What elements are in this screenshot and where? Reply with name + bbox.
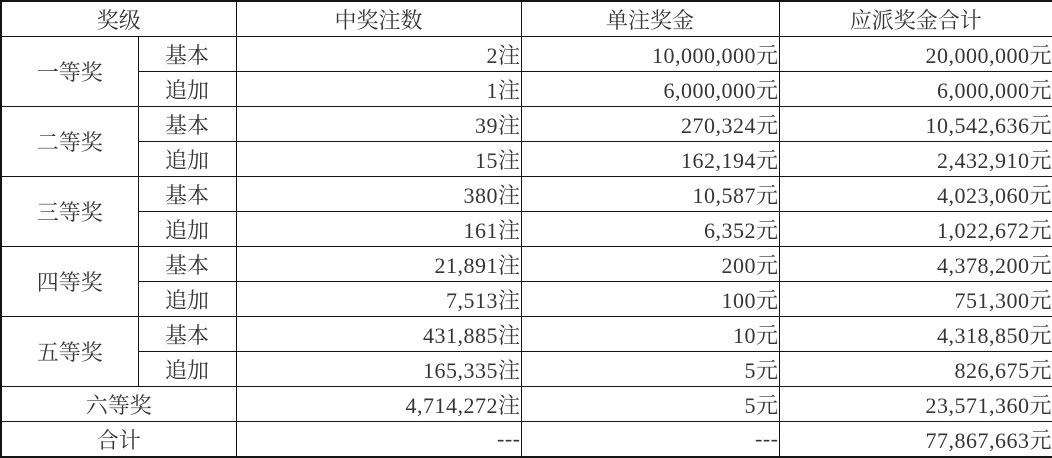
single-prize-cell: 10,587元	[521, 177, 779, 212]
total-payout-cell: 2,432,910元	[779, 142, 1052, 177]
single-prize-cell: 6,000,000元	[521, 72, 779, 107]
row-second-prize-basic	[1, 107, 1052, 142]
subtype-addon-cell: 追加	[138, 72, 236, 107]
total-label-cell: 合计	[1, 422, 236, 458]
single-prize-cell: 5元	[521, 352, 779, 387]
subtype-addon-cell: 追加	[138, 212, 236, 247]
count-cell: 165,335注	[236, 352, 521, 387]
single-prize-cell: 100元	[521, 282, 779, 317]
total-payout-cell: 10,542,636元	[779, 107, 1052, 142]
prize-level-cell: 五等奖	[1, 317, 138, 387]
single-prize-cell: 270,324元	[521, 107, 779, 142]
row-fourth-prize-addon	[1, 282, 1052, 317]
prize-level-cell: 六等奖	[1, 387, 236, 422]
single-prize-cell: 10,000,000元	[521, 37, 779, 72]
total-payout-cell: 6,000,000元	[779, 72, 1052, 107]
single-prize-cell: 162,194元	[521, 142, 779, 177]
subtype-addon-cell: 追加	[138, 142, 236, 177]
total-payout-cell: 826,675元	[779, 352, 1052, 387]
subtype-basic-cell: 基本	[138, 107, 236, 142]
count-cell: ---	[236, 422, 521, 458]
total-payout-cell: 20,000,000元	[779, 37, 1052, 72]
total-payout-cell: 77,867,663元	[779, 422, 1052, 458]
count-cell: 15注	[236, 142, 521, 177]
single-prize-cell: ---	[521, 422, 779, 458]
single-prize-cell: 200元	[521, 247, 779, 282]
row-third-prize-addon	[1, 212, 1052, 247]
total-payout-cell: 751,300元	[779, 282, 1052, 317]
subtype-basic-cell: 基本	[138, 317, 236, 352]
row-fourth-prize-basic	[1, 247, 1052, 282]
total-payout-cell: 4,378,200元	[779, 247, 1052, 282]
total-payout-cell: 4,023,060元	[779, 177, 1052, 212]
count-cell: 161注	[236, 212, 521, 247]
count-cell: 2注	[236, 37, 521, 72]
total-payout-cell: 1,022,672元	[779, 212, 1052, 247]
count-cell: 380注	[236, 177, 521, 212]
count-cell: 1注	[236, 72, 521, 107]
col-header-winning-count: 中奖注数	[236, 1, 521, 37]
subtype-addon-cell: 追加	[138, 352, 236, 387]
col-header-prize-level: 奖级	[1, 1, 236, 37]
prize-level-cell: 三等奖	[1, 177, 138, 247]
count-cell: 4,714,272注	[236, 387, 521, 422]
total-payout-cell: 4,318,850元	[779, 317, 1052, 352]
subtype-addon-cell: 追加	[138, 282, 236, 317]
row-sixth-prize	[1, 387, 1052, 422]
count-cell: 7,513注	[236, 282, 521, 317]
subtype-basic-cell: 基本	[138, 37, 236, 72]
prize-level-cell: 二等奖	[1, 107, 138, 177]
col-header-total-payout: 应派奖金合计	[779, 1, 1052, 37]
col-header-single-prize: 单注奖金	[521, 1, 779, 37]
table-header-row	[1, 1, 1052, 37]
row-third-prize-basic	[1, 177, 1052, 212]
row-fifth-prize-basic	[1, 317, 1052, 352]
single-prize-cell: 5元	[521, 387, 779, 422]
prize-level-cell: 四等奖	[1, 247, 138, 317]
row-fifth-prize-addon	[1, 352, 1052, 387]
row-second-prize-addon	[1, 142, 1052, 177]
prize-level-cell: 一等奖	[1, 37, 138, 107]
count-cell: 431,885注	[236, 317, 521, 352]
total-payout-cell: 23,571,360元	[779, 387, 1052, 422]
count-cell: 39注	[236, 107, 521, 142]
row-first-prize-basic	[1, 37, 1052, 72]
row-first-prize-addon	[1, 72, 1052, 107]
single-prize-cell: 10元	[521, 317, 779, 352]
single-prize-cell: 6,352元	[521, 212, 779, 247]
count-cell: 21,891注	[236, 247, 521, 282]
subtype-basic-cell: 基本	[138, 247, 236, 282]
subtype-basic-cell: 基本	[138, 177, 236, 212]
